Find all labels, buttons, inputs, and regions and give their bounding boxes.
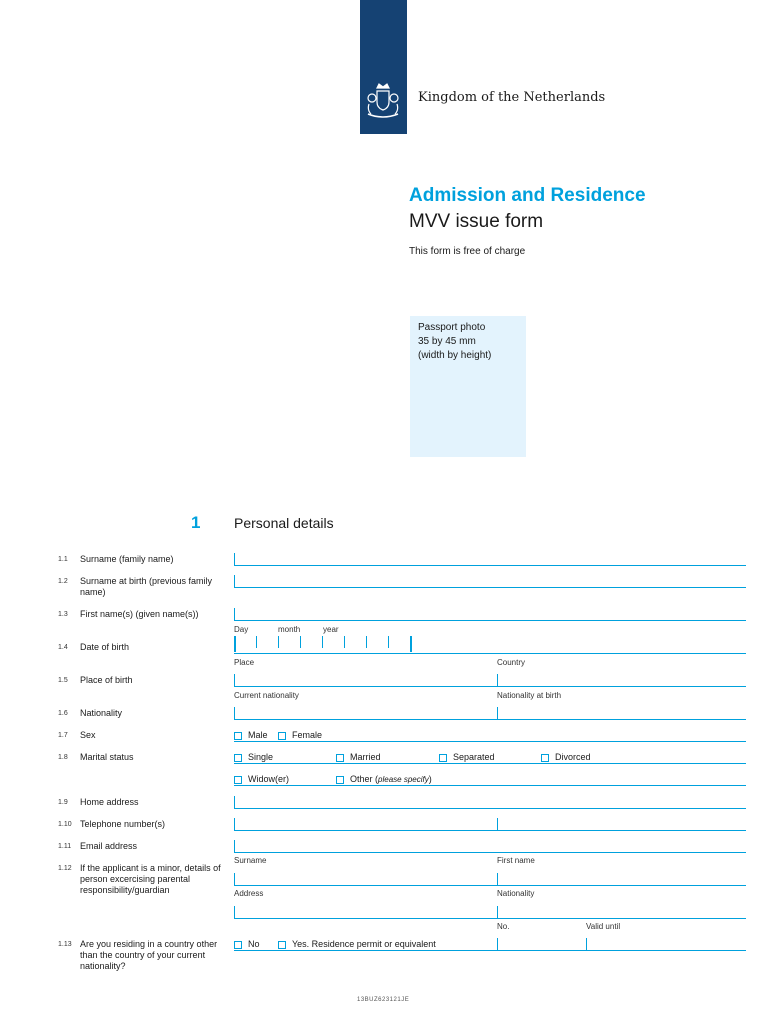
other-text: Other ( (350, 774, 379, 784)
guardian-first-name-label: First name (497, 856, 535, 865)
q1-1-label: Surname (family name) (80, 554, 174, 564)
field-tick (497, 906, 498, 918)
q1-2-label: Surname at birth (previous family name) (80, 576, 213, 597)
q1-12-number: 1.12 (58, 865, 72, 872)
q1-1-number: 1.1 (58, 556, 68, 563)
q1-12-label: If the applicant is a minor, details of person excercising parental responsibility/guardian (80, 863, 221, 895)
q1-6-label: Nationality (80, 708, 123, 718)
married-option: Married (350, 752, 381, 762)
q1-4-label: Date of birth (80, 642, 130, 652)
guardian-name-field[interactable] (234, 885, 746, 886)
first-names-field[interactable] (234, 620, 746, 621)
day-label: Day (234, 625, 249, 634)
q1-13-label: Are you residing in a country other than the country of your current nationality? (80, 939, 218, 971)
separated-option: Separated (453, 752, 495, 762)
female-checkbox[interactable] (278, 732, 286, 740)
widower-checkbox[interactable] (234, 776, 242, 784)
form-subtitle: MVV issue form (409, 211, 544, 232)
permit-no-label: No. (497, 922, 510, 931)
current-nationality-label: Current nationality (234, 691, 299, 700)
q1-10-number: 1.10 (58, 821, 72, 828)
q1-5-label: Place of birth (80, 675, 133, 685)
q1-11-label: Email address (80, 841, 138, 851)
residence-permit-field[interactable] (234, 950, 746, 951)
q1-2-number: 1.2 (58, 578, 68, 585)
photo-label-line1: Passport photo (418, 322, 486, 333)
field-tick (234, 553, 235, 565)
photo-label-line2: 35 by 45 mm (418, 336, 476, 347)
section-number: 1 (191, 513, 201, 532)
q1-9-label: Home address (80, 797, 139, 807)
male-option: Male (248, 730, 268, 740)
field-tick (497, 818, 498, 830)
form-code: 13BUZ623121JE (357, 997, 410, 1003)
guardian-address-field[interactable] (234, 918, 746, 919)
field-tick (497, 674, 498, 686)
single-option: Single (248, 752, 274, 762)
section-title: Personal details (234, 515, 334, 531)
field-tick (234, 707, 235, 719)
q1-11-number: 1.11 (58, 843, 72, 850)
field-tick (234, 840, 235, 852)
photo-label-line3: (width by height) (418, 350, 492, 361)
sex-underline (234, 741, 746, 742)
other-checkbox[interactable] (336, 776, 344, 784)
q1-10-label: Telephone number(s) (80, 819, 166, 829)
field-tick (234, 796, 235, 808)
q1-7-label: Sex (80, 730, 96, 740)
residing-no-option: No (248, 939, 260, 949)
q1-7-number: 1.7 (58, 732, 68, 739)
residing-yes-checkbox[interactable] (278, 941, 286, 949)
passport-photo-box[interactable] (410, 316, 526, 457)
q1-13-number: 1.13 (58, 941, 72, 948)
country-label: Country (497, 658, 526, 667)
q1-3-label: First name(s) (given name(s)) (80, 609, 199, 619)
residing-no-checkbox[interactable] (234, 941, 242, 949)
date-of-birth-field[interactable] (234, 636, 414, 652)
field-tick (586, 938, 587, 950)
logo-bar (360, 0, 407, 134)
form-title: Admission and Residence (409, 185, 646, 206)
divorced-option: Divorced (555, 752, 591, 762)
coat-of-arms-icon (363, 82, 404, 122)
free-of-charge-note: This form is free of charge (409, 246, 526, 257)
month-label: month (278, 625, 301, 634)
year-label: year (323, 625, 339, 634)
date-underline (234, 653, 746, 654)
q1-9-number: 1.9 (58, 799, 68, 806)
nationality-field[interactable] (234, 719, 746, 720)
field-tick (497, 873, 498, 885)
field-tick (234, 906, 235, 918)
field-tick (234, 575, 235, 587)
other-close-text: ) (428, 774, 432, 784)
residing-yes-option: Yes. Residence permit or equivalent (292, 939, 436, 949)
nationality-at-birth-label: Nationality at birth (497, 691, 562, 700)
field-tick (497, 707, 498, 719)
field-tick (234, 674, 235, 686)
q1-6-number: 1.6 (58, 710, 68, 717)
field-tick (234, 873, 235, 885)
divorced-checkbox[interactable] (541, 754, 549, 762)
other-option (350, 774, 432, 784)
guardian-surname-label: Surname (234, 856, 267, 865)
widower-option: Widow(er) (248, 774, 290, 784)
q1-8-label: Marital status (80, 752, 134, 762)
place-of-birth-field[interactable] (234, 686, 746, 687)
separated-checkbox[interactable] (439, 754, 447, 762)
guardian-nationality-label: Nationality (497, 889, 535, 898)
field-tick (497, 938, 498, 950)
field-tick (234, 608, 235, 620)
field-tick (234, 818, 235, 830)
single-checkbox[interactable] (234, 754, 242, 762)
place-label: Place (234, 658, 255, 667)
male-checkbox[interactable] (234, 732, 242, 740)
permit-valid-until-label: Valid until (586, 922, 621, 931)
surname-field[interactable] (234, 565, 746, 566)
telephone-field[interactable] (234, 830, 746, 831)
other-specify-field[interactable] (234, 785, 746, 786)
email-field[interactable] (234, 852, 746, 853)
q1-5-number: 1.5 (58, 677, 68, 684)
surname-at-birth-field[interactable] (234, 587, 746, 588)
marital-underline (234, 763, 746, 764)
home-address-field[interactable] (234, 808, 746, 809)
guardian-address-label: Address (234, 889, 264, 898)
q1-4-number: 1.4 (58, 644, 68, 651)
q1-8-number: 1.8 (58, 754, 68, 761)
married-checkbox[interactable] (336, 754, 344, 762)
female-option: Female (292, 730, 323, 740)
org-name: Kingdom of the Netherlands (418, 90, 606, 105)
q1-3-number: 1.3 (58, 611, 68, 618)
please-specify-text: please specify (378, 775, 429, 784)
